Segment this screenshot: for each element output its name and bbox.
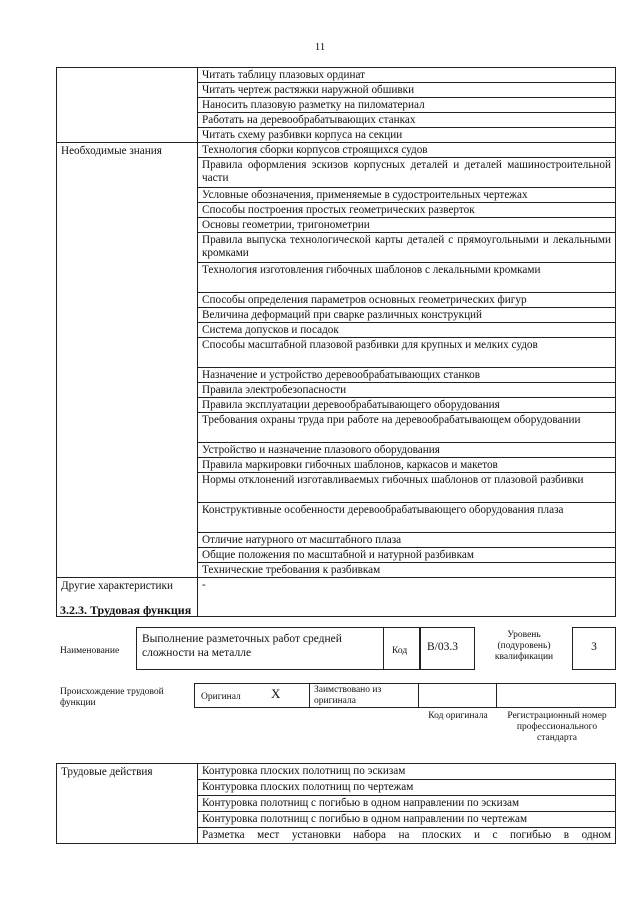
knowledge-item: Отличие натурного от масштабного плаза [198, 533, 616, 548]
action-item: Контуровка полотнищ с погибью в одном направлении по эскизам [198, 796, 616, 812]
reg-number-label: Регистрационный номер профессионального стандарта [507, 711, 607, 743]
knowledge-item: Нормы отклонений изготавливаемых гибочных шаблонов от плазовой разбивки [198, 473, 616, 503]
action-item: Контуровка плоских полотнищ по чертежам [198, 780, 616, 796]
code-label: Код [392, 646, 408, 656]
knowledge-item: Технология сборки корпусов строящихся судов [198, 143, 616, 158]
action-item: Разметка мест установки набора на плоских и с погибью в одном [198, 828, 616, 844]
labor-actions-table [56, 763, 616, 844]
knowledge-item: Правила эксплуатации деревообрабатывающего оборудования [198, 398, 616, 413]
level-value: 3 [591, 641, 597, 653]
knowledge-item: Правила электробезопасности [198, 383, 616, 398]
actions-label: Трудовые действия [57, 764, 198, 844]
other-value: - [198, 578, 616, 617]
knowledge-item: Величина деформаций при сварке различных конструкций [198, 308, 616, 323]
knowledge-label: Необходимые знания [57, 143, 198, 578]
skill-item: Читать схему разбивки корпуса на секции [198, 128, 616, 143]
knowledge-item: Конструктивные особенности деревообрабатывающего оборудования плаза [198, 503, 616, 533]
code-value: B/03.3 [427, 641, 458, 653]
knowledge-item: Способы определения параметров основных геометрических фигур [198, 293, 616, 308]
name-value: Выполнение разметочных работ средней сложности на металле [142, 633, 342, 659]
knowledge-item: Технические требования к разбивкам [198, 563, 616, 578]
borrowed-label: Заимствовано из оригинала [314, 685, 382, 706]
knowledge-item: Способы масштабной плазовой разбивки для крупных и мелких судов [198, 338, 616, 368]
knowledge-item: Правила маркировки гибочных шаблонов, каркасов и макетов [198, 458, 616, 473]
knowledge-item: Правила оформления эскизов корпусных деталей и деталей машиностроительной части [198, 158, 616, 188]
origin-label: Происхождение трудовой функции [60, 687, 164, 708]
knowledge-item: Требования охраны труда при работе на деревообрабатывающем оборудовании [198, 413, 616, 443]
knowledge-skills-table [56, 67, 616, 617]
knowledge-item: Технология изготовления гибочных шаблонов с лекальными кромками [198, 263, 616, 293]
knowledge-item: Система допусков и посадок [198, 323, 616, 338]
row-header [57, 68, 198, 143]
code-original-label: Код оригинала [428, 711, 488, 721]
original-mark: X [271, 686, 281, 701]
other-label: Другие характеристики [57, 578, 198, 617]
action-item: Контуровка плоских полотнищ по эскизам [198, 764, 616, 780]
knowledge-item: Назначение и устройство деревообрабатывающих станков [198, 368, 616, 383]
action-item: Контуровка полотнищ с погибью в одном направлении по чертежам [198, 812, 616, 828]
knowledge-item: Способы построения простых геометрических разверток [198, 203, 616, 218]
skill-item: Наносить плазовую разметку на пиломатериал [198, 98, 616, 113]
skill-item: Работать на деревообрабатывающих станках [198, 113, 616, 128]
knowledge-item: Общие положения по масштабной и натурной разбивкам [198, 548, 616, 563]
skill-item: Читать таблицу плазовых ординат [198, 68, 616, 83]
name-label: Наименование [60, 646, 120, 656]
knowledge-item: Правила выпуска технологической карты деталей с прямоугольными и лекальными кромками [198, 233, 616, 263]
knowledge-item: Условные обозначения, применяемые в судостроительных чертежах [198, 188, 616, 203]
section-heading: 3.2.3. Трудовая функция [60, 603, 192, 617]
skill-item: Читать чертеж растяжки наружной обшивки [198, 83, 616, 98]
page-number: 11 [314, 41, 326, 53]
knowledge-item: Основы геометрии, тригонометрии [198, 218, 616, 233]
level-label: Уровень (подуровень) квалификации [494, 630, 554, 662]
knowledge-item: Устройство и назначение плазового оборудования [198, 443, 616, 458]
original-label: Оригинал [201, 692, 241, 702]
